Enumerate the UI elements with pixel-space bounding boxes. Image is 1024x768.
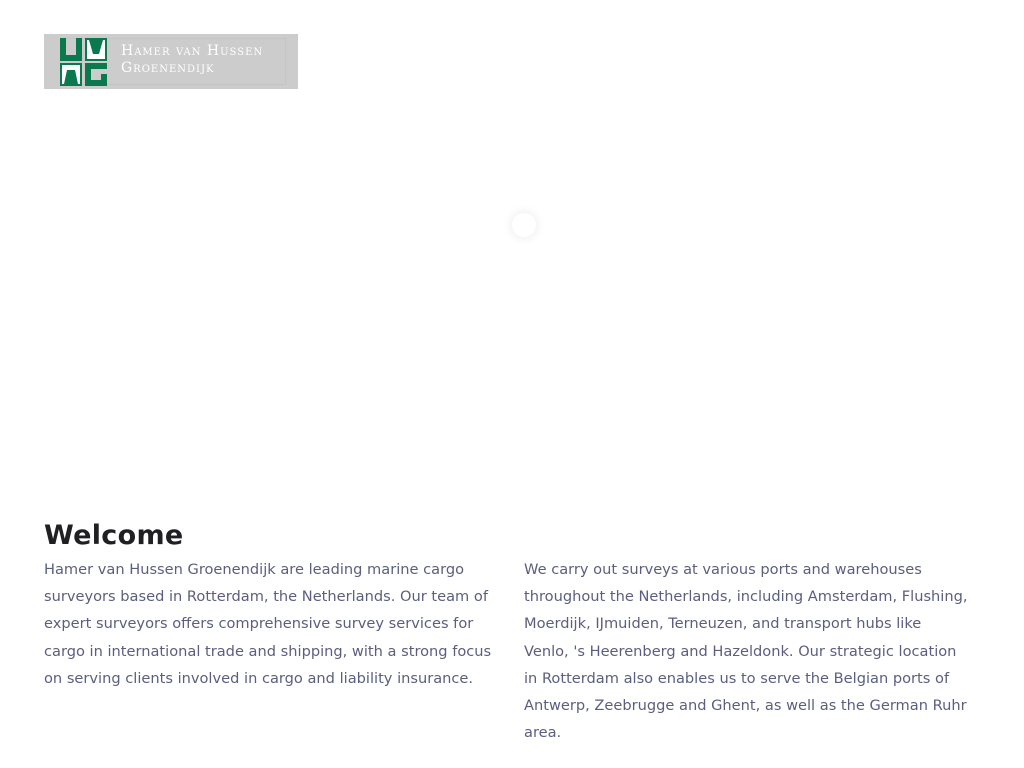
logo-line-1: Hamer van Hussen <box>121 43 264 59</box>
logo-line-2: Groenendijk <box>121 60 215 76</box>
logo-text <box>121 43 263 77</box>
welcome-paragraph-right: We carry out surveys at various ports and warehouses throughout the Netherlands, including Amsterdam, Flushing, Moerdijk, IJmuiden, Terneuzen, and transport hubs like Venlo, 's Heerenberg and Hazeldonk. Our strategic location in Rotterdam also enables us to serve the Belgian ports of Antwerp, Zeebrugge and Ghent, as well as the German Ruhr area. <box>524 561 968 742</box>
site-logo[interactable] <box>44 34 298 89</box>
loading-spinner-icon <box>512 213 536 237</box>
welcome-heading: Welcome <box>44 520 184 551</box>
hvhg-monogram-icon <box>60 38 108 86</box>
welcome-paragraph-left: Hamer van Hussen Groenendijk are leading marine cargo surveyors based in Rotterdam, the Netherlands. Our team of expert surveyors offers comprehensive survey services for cargo in international trade and shipping, with a strong focus on serving clients involved in cargo and liability insurance. <box>44 561 492 687</box>
